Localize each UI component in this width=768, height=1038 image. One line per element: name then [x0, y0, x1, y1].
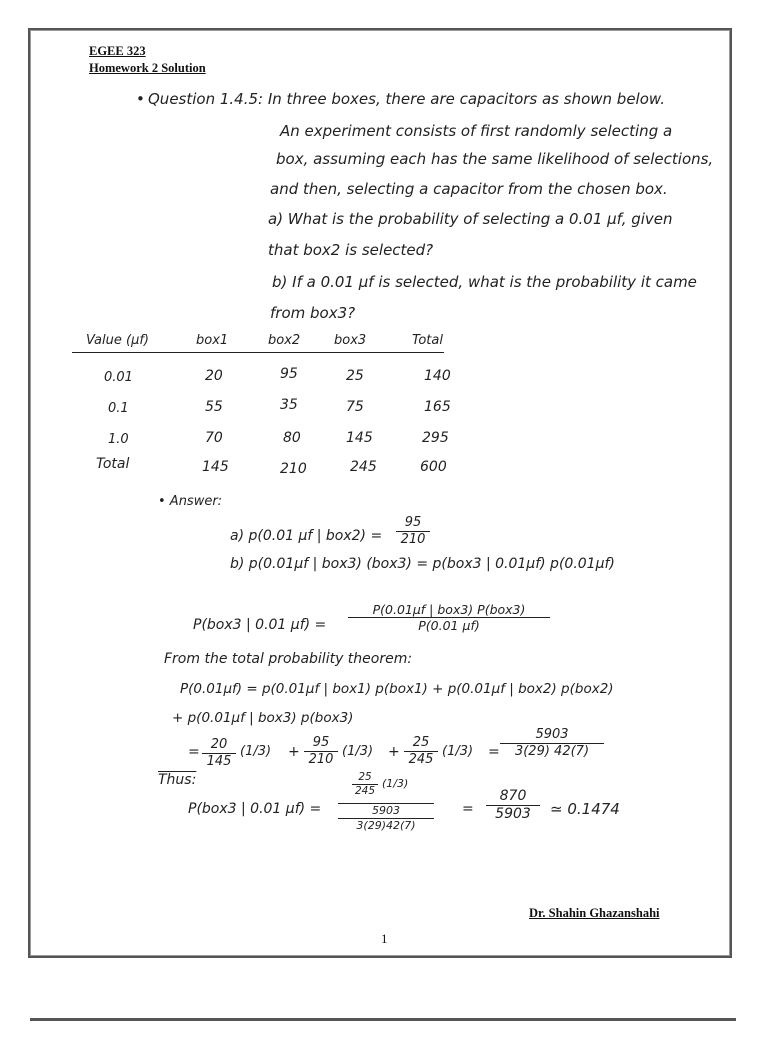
table-cell: 70: [205, 430, 223, 446]
final-approx: ≃ 0.1474: [550, 800, 620, 818]
fraction-numerator: [338, 772, 434, 802]
term-2-third: (1/3): [342, 744, 374, 759]
bayes-fraction: [348, 603, 550, 632]
table-cell: 25: [346, 368, 364, 384]
table-header-box2: box2: [268, 333, 301, 348]
fraction-denominator: 5903: [495, 805, 531, 822]
total-probability-line-1: P(0.01μf) = p(0.01μf | box1) p(box1) + p(0.01μf | box2) p(box2): [180, 681, 614, 697]
plus-sign: +: [388, 744, 400, 760]
table-cell: 1.0: [108, 432, 129, 447]
next-page-edge: [30, 1018, 736, 1038]
table-cell: 140: [424, 368, 451, 384]
fraction-denominator: 210: [308, 751, 334, 767]
table-cell: 35: [280, 397, 298, 413]
question-part-a: a) What is the probability of selecting a 0.01 μf, given: [268, 210, 673, 228]
table-cell: 295: [422, 430, 449, 446]
fraction-denominator: P(0.01 μf): [418, 618, 480, 634]
term-2-fraction: [304, 736, 338, 766]
final-compound-fraction: [338, 772, 434, 831]
nested-fraction: [352, 772, 378, 797]
bayes-lhs: P(box3 | 0.01 μf) =: [193, 617, 327, 633]
calc-result-equals: =: [488, 744, 500, 760]
table-cell: 20: [205, 368, 223, 384]
fraction-numerator: 20: [210, 737, 228, 752]
answer-a-fraction: [396, 516, 430, 546]
fraction-denominator: 145: [206, 753, 232, 769]
question-part-b: b) If a 0.01 μf is selected, what is the probability it came: [272, 273, 697, 291]
fraction-denominator-lower: 3(29)42(7): [356, 818, 416, 832]
table-cell: 145: [346, 430, 373, 446]
table-cell: Total: [96, 456, 130, 472]
document-subtitle: Homework 2 Solution: [89, 61, 206, 75]
thus-label: Thus:: [158, 772, 197, 788]
answer-a: a) p(0.01 μf | box2) =: [230, 528, 383, 544]
fraction-numerator: 25: [412, 735, 430, 750]
page-number: 1: [381, 931, 388, 946]
table-cell: 95: [280, 366, 298, 382]
fraction-denominator: 245: [354, 785, 376, 798]
signature: Dr. Shahin Ghazanshahi: [529, 906, 660, 920]
question-line: and then, selecting a capacitor from the chosen box.: [270, 180, 668, 198]
final-fraction: [486, 789, 540, 821]
fraction-denominator-upper: 5903: [372, 804, 400, 817]
final-equals: =: [462, 801, 474, 817]
fraction-numerator: P(0.01μf | box3) P(box3): [372, 602, 526, 617]
term-3-fraction: [404, 736, 438, 766]
fraction-denominator: 245: [408, 751, 434, 767]
fraction-numerator: 5903: [535, 727, 569, 742]
plus-sign: +: [288, 744, 300, 760]
question-line: that box2 is selected?: [268, 241, 434, 259]
table-cell: 245: [350, 459, 377, 475]
term-1-third: (1/3): [240, 744, 272, 759]
nested-third: (1/3): [382, 777, 409, 790]
table-cell: 165: [424, 399, 451, 415]
table-header-box1: box1: [196, 333, 229, 348]
calc-equals: =: [188, 744, 200, 760]
calc-result-fraction: [500, 728, 604, 758]
fraction-numerator: 870: [499, 788, 527, 804]
answer-label: • Answer:: [158, 494, 223, 509]
table-cell: 55: [205, 399, 223, 415]
fraction-denominator: 3(29) 42(7): [514, 743, 590, 759]
table-cell: 80: [283, 430, 301, 446]
table-cell: 0.01: [104, 370, 133, 385]
table-cell: 0.1: [108, 401, 129, 416]
term-1-fraction: [202, 738, 236, 768]
final-lhs: P(box3 | 0.01 μf) =: [188, 801, 322, 817]
question-line: Question 1.4.5: In three boxes, there are capacitors as shown below.: [148, 90, 665, 108]
total-probability-label: From the total probability theorem:: [164, 651, 413, 667]
table-cell: 600: [420, 459, 447, 475]
term-3-third: (1/3): [442, 744, 474, 759]
course-code: EGEE 323: [89, 44, 146, 58]
answer-b: b) p(0.01μf | box3) (box3) = p(box3 | 0.01μf) p(0.01μf): [230, 556, 615, 572]
table-cell: 145: [202, 459, 229, 475]
question-line: box, assuming each has the same likelihood of selections,: [276, 150, 714, 168]
fraction-numerator: 95: [404, 515, 422, 530]
table-cell: 75: [346, 399, 364, 415]
question-bullet: •: [136, 90, 145, 108]
fraction-numerator: 95: [312, 735, 330, 750]
total-probability-line-2: + p(0.01μf | box3) p(box3): [172, 710, 354, 726]
fraction-denominator: 210: [400, 531, 426, 547]
question-line: An experiment consists of first randomly selecting a: [280, 122, 673, 140]
question-line: from box3?: [270, 304, 356, 322]
table-cell: 210: [280, 461, 307, 477]
table-header-rule: [72, 352, 444, 353]
table-header-value: Value (μf): [86, 333, 150, 348]
table-header-box3: box3: [334, 333, 367, 348]
fraction-numerator: 25: [358, 771, 372, 783]
table-header-total: Total: [412, 333, 443, 348]
